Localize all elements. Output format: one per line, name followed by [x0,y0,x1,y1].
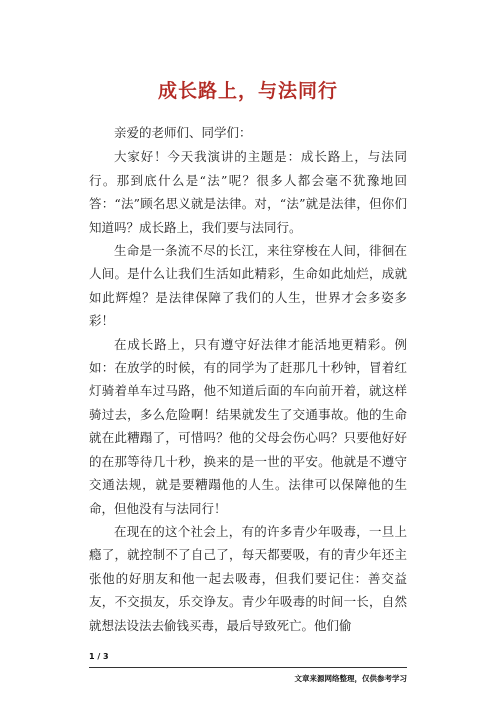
footer-note: 文章来源网络整理，仅供参考学习 [294,674,407,683]
paragraph: 在成长路上，只有遵守好法律才能活地更精彩。例如：在放学的时候，有的同学为了赶那几十秒钟，冒着红灯骑着单车过马路，他不知道后面的车向前开着，就这样骑过去，多么危险啊！结果就发生了交通事故。他的生命就在此糟蹋了，可惜吗？他的父母会伤心吗？只要他好好的在那等待几十秒，换来的是一世的平安。他就是不遵守交通法规，就是要糟蹋他的人生。法律可以保障他的生命，但他没有与法同行！ [89,336,407,516]
page-indicator: 1 / 3 [89,652,109,661]
footer-divider [89,667,407,668]
document-body [89,121,407,637]
paragraph: 大家好！今天我演讲的主题是：成长路上，与法同行。那到底什么是“法”呢？很多人都会毫不犹豫地回答：“法”顾名思义就是法律。对，“法”就是法律，但你们知道吗？成长路上，我们要与法同行。 [89,149,407,235]
paragraph: 生命是一条流不尽的长江，来往穿梭在人间，徘徊在人间。是什么让我们生活如此精彩，生命如此灿烂，成就如此辉煌？是法律保障了我们的人生，世界才会多姿多彩！ [89,243,407,329]
paragraph-salutation: 亲爱的老师们、同学们： [114,125,252,140]
paragraph: 在现在的这个社会上，有的许多青少年吸毒，一旦上瘾了，就控制不了自己了，每天都要吸，有的青少年还主张他的好朋友和他一起去吸毒，但我们要记住：善交益友，不交损友，乐交诤友。青少年吸毒的时间一长，自然就想法设法去偷钱买毒，最后导致死亡。他们偷 [89,523,407,633]
document-title: 成长路上，与法同行 [157,80,338,102]
